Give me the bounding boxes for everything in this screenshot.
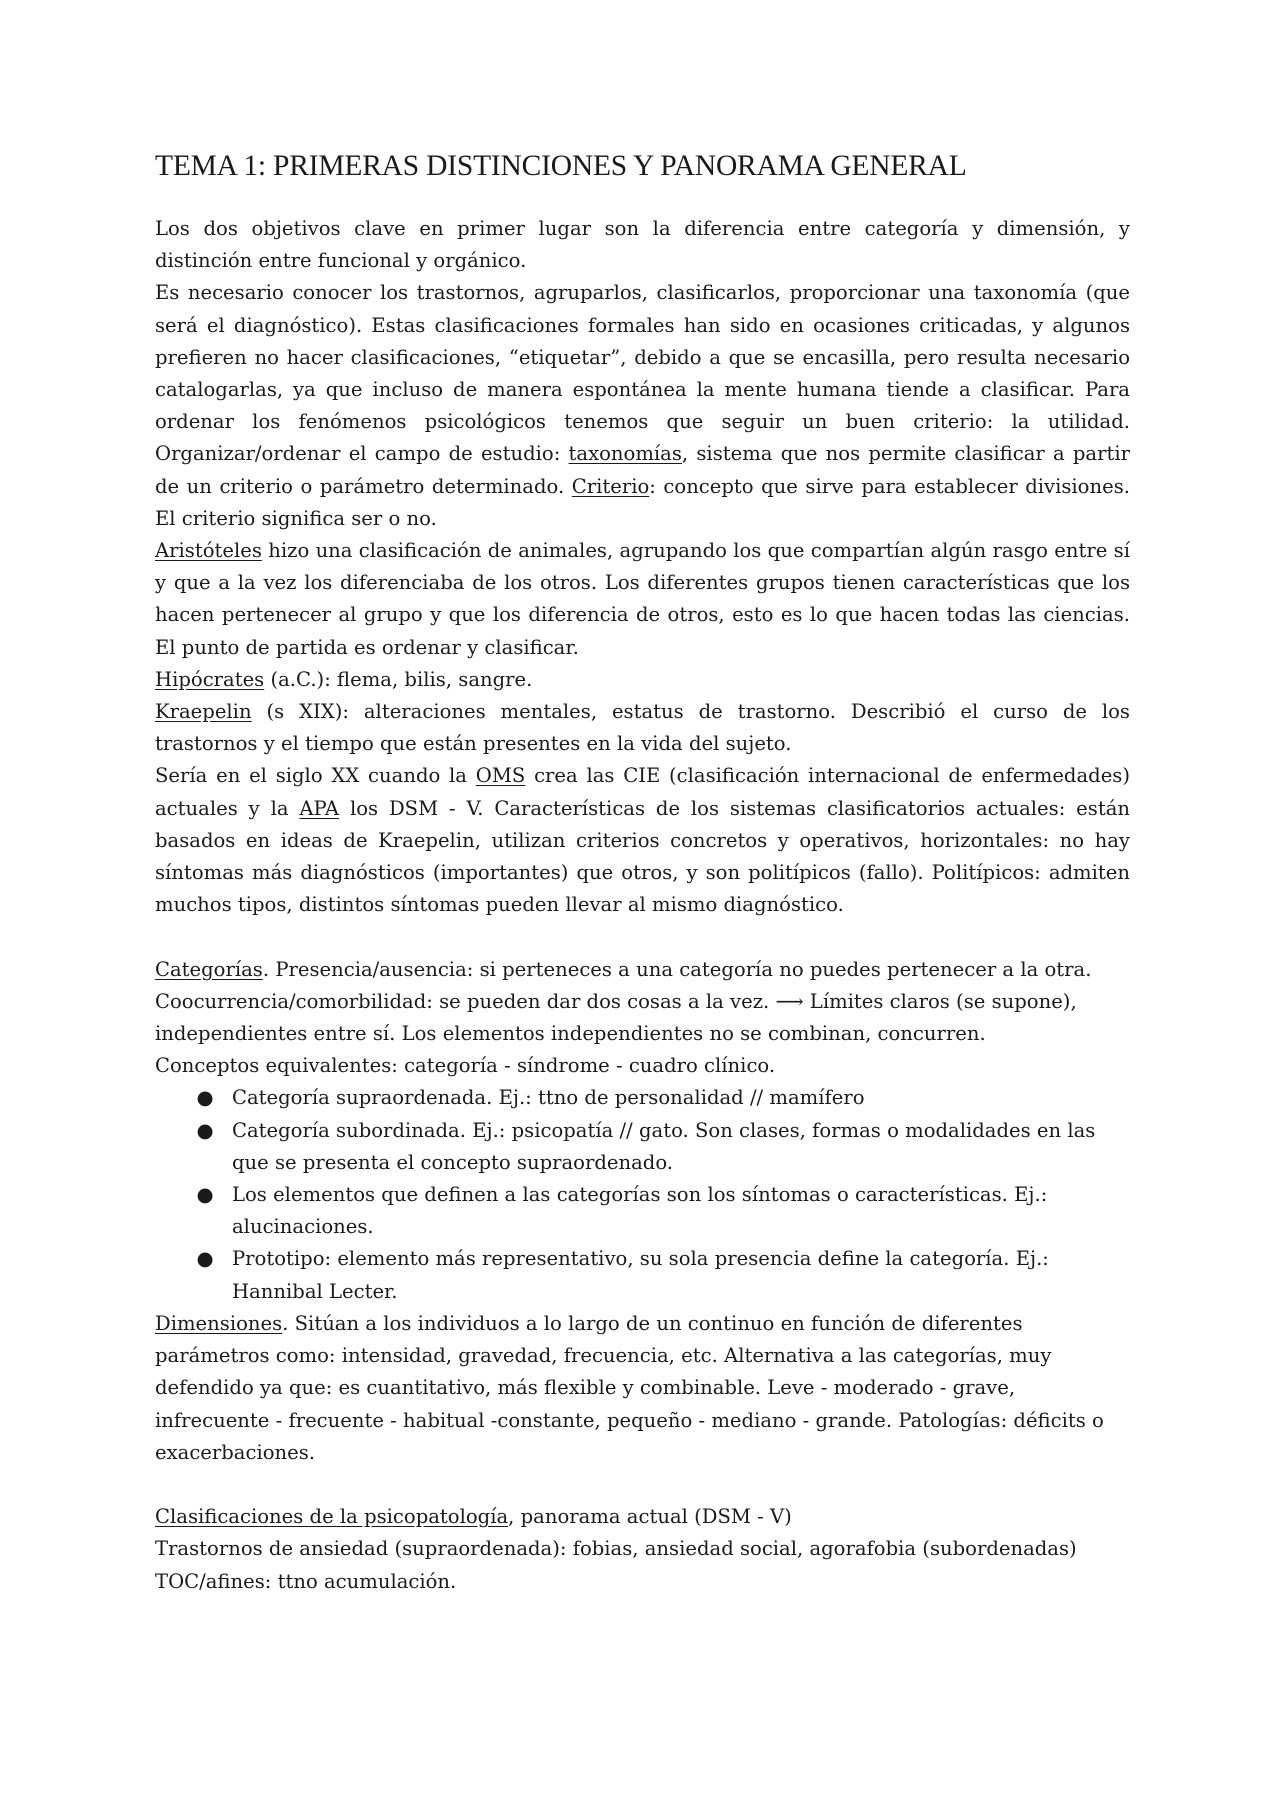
list-item (155, 1179, 1130, 1243)
taxonomy-text-b: , sistema que nos permite clasificar a partir de un criterio o parámetro determinado. (155, 442, 1130, 498)
list-item (155, 1115, 1130, 1179)
categorias-text: . Presencia/ausencia: si perteneces a una categoría no puedes pertenecer a la otra. (262, 957, 1092, 981)
paragraph-kraepelin (155, 696, 1130, 760)
paragraph-dimensiones (155, 1308, 1130, 1469)
bullet-icon: ● (196, 1118, 214, 1142)
list-item (155, 1243, 1130, 1307)
list-item-text: Categoría subordinada. Ej.: psicopatía // gato. Son clases, formas o modalidades en las que se presenta el concepto supraordenado. (232, 1118, 1096, 1174)
bullet-icon: ● (196, 1247, 214, 1271)
paragraph-gap (155, 921, 1130, 953)
siglo-text-c: los DSM - V. Características de los sistemas clasificatorios actuales: están basados en ideas de Kraepelin, utilizan criterios concretos y operativos, horizontales: no hay síntomas más diagnósticos (importantes) que otros, y son politípicos (fallo). Politípicos: admiten muchos tipos, distintos síntomas pueden llevar al mismo diagnóstico. (155, 796, 1130, 917)
paragraph-siglo-xx (155, 760, 1130, 921)
bullet-icon: ● (196, 1086, 214, 1110)
siglo-text-a: Sería en el siglo XX cuando la (155, 764, 476, 788)
paragraph-conceptos-equivalentes: Conceptos equivalentes: categoría - síndrome - cuadro clínico. (155, 1054, 776, 1078)
taxonomy-text-c: : concepto que sirve para establecer divisiones. El criterio significa ser o no. (155, 474, 1130, 530)
paragraph-trastornos-ansiedad: Trastornos de ansiedad (supraordenada): fobias, ansiedad social, agorafobia (subordenadas) (155, 1537, 1077, 1561)
term-categorias: Categorías (155, 957, 263, 981)
intro-paragraph-taxonomy (155, 277, 1130, 535)
term-dimensiones: Dimensiones (155, 1311, 283, 1335)
term-kraepelin: Kraepelin (155, 700, 252, 724)
siglo-text-b: crea las CIE (clasificación internacional de enfermedades) actuales y la (155, 764, 1130, 820)
paragraph-gap (155, 1469, 1130, 1501)
term-criterio: Criterio (571, 474, 650, 498)
list-item-text: Prototipo: elemento más representativo, su sola presencia define la categoría. Ej.: Hannibal Lecter. (232, 1247, 1049, 1303)
paragraph-hipocrates (155, 664, 1130, 696)
categorias-bullet-list (155, 1082, 1130, 1307)
paragraph-aristoteles (155, 535, 1130, 664)
aristoteles-text: hizo una clasificación de animales, agrupando los que compartían algún rasgo entre sí y que a la vez los diferenciaba de los otros. Los diferentes grupos tienen características que los hacen pertenecer al grupo y que los diferencia de otros, esto es lo que hacen todas las ciencias. El punto de partida es ordenar y clasificar. (155, 539, 1130, 659)
taxonomy-text-a: Es necesario conocer los trastornos, agruparlos, clasificarlos, proporcionar una taxonomía (que será el diagnóstico). Estas clasificaciones formales han sido en ocasiones criticadas, y algunos prefieren no hacer clasificaciones, “etiquetar”, debido a que se encasilla, pero resulta necesario catalogarlas, ya que incluso de manera espontánea la mente humana tiende a clasificar. Para ordenar los fenómenos psicológicos tenemos que seguir un buen criterio: la utilidad. Organizar/ordenar el campo de estudio: (155, 281, 1130, 466)
paragraph-categorias (155, 954, 1130, 986)
clasificaciones-text: , panorama actual (DSM - V) (508, 1505, 792, 1529)
dimensiones-text: . Sitúan a los individuos a lo largo de un continuo en función de diferentes parámetros como: intensidad, gravedad, frecuencia, etc. Alternativa a las categorías, muy defendido ya que: es cuantitativo, más flexible y combinable. Leve - moderado - grave, infrecuente - frecuente - habitual -constante, pequeño - mediano - grande. Patologías: déficits o exacerbaciones. (155, 1311, 1104, 1464)
document-title: TEMA 1: PRIMERAS DISTINCIONES Y PANORAMA GENERAL (155, 150, 967, 182)
term-apa: APA (299, 796, 340, 820)
hipocrates-text: (a.C.): flema, bilis, sangre. (264, 667, 533, 691)
list-item-text: Los elementos que definen a las categorías son los síntomas o características. Ej.: alucinaciones. (232, 1183, 1048, 1239)
paragraph-clasificaciones (155, 1501, 1130, 1533)
term-clasificaciones: Clasificaciones de la psicopatología (155, 1505, 509, 1529)
list-item (155, 1082, 1130, 1114)
kraepelin-text: (s XIX): alteraciones mentales, estatus de trastorno. Describió el curso de los trastornos y el tiempo que están presentes en la vida del sujeto. (155, 700, 1130, 756)
bullet-icon: ● (196, 1183, 214, 1207)
term-aristoteles: Aristóteles (155, 539, 262, 563)
paragraph-coocurrencia: Coocurrencia/comorbilidad: se pueden dar dos cosas a la vez. ⟶ Límites claros (se supone), independientes entre sí. Los elementos independientes no se combinan, concurren. (155, 989, 1077, 1046)
document-page (155, 150, 1130, 1598)
list-item-text: Categoría supraordenada. Ej.: ttno de personalidad // mamífero (232, 1086, 865, 1110)
term-taxonomias: taxonomías (568, 442, 682, 466)
term-oms: OMS (475, 764, 526, 788)
intro-paragraph-objectives: Los dos objetivos clave en primer lugar son la diferencia entre categoría y dimensión, y distinción entre funcional y orgánico. (155, 217, 1130, 273)
paragraph-toc: TOC/afines: ttno acumulación. (155, 1569, 457, 1593)
term-hipocrates: Hipócrates (155, 667, 265, 691)
